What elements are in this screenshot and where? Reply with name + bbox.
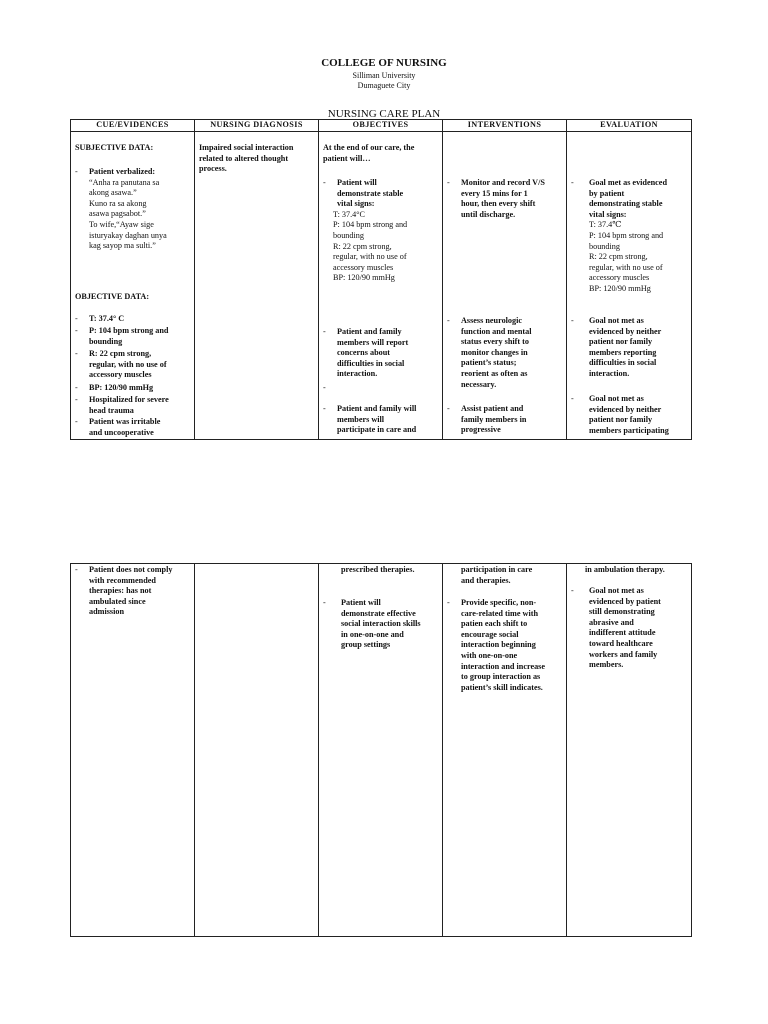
- nursing-diagnosis: Impaired social interaction related to altered thought process.: [199, 143, 294, 174]
- intervention-continuation: participation in care and therapies.: [461, 565, 533, 585]
- cues-cell: SUBJECTIVE DATA: - Patient verbalized: “Anha ra panutana sa akong asawa.” Kuno ra sa akong asawa pagsabot.” To wife,“Ayaw sige isturyakay daghan unya kag sayop ma sulti.” OBJECTIVE DATA: - T: 37.4° C - P: 104 bpm strong and bounding - R: 22 cpm strong, regular, with no use of accessory muscles - BP: 120/90 mmHg - Hospitalized for severe head trauma - Patient was irritable and uncooperative: [71, 132, 195, 440]
- col-header-interventions: INTERVENTIONS: [443, 120, 567, 132]
- care-plan-row: [71, 564, 692, 937]
- interventions-cell: - Monitor and record V/S every 15 mins for 1 hour, then every shift until discharge. - Assess neurologic function and mental status every shift to monitor changes in patient’s status; reorient as often as necessary. - Assist patient and family members in progressive: [443, 132, 567, 440]
- col-header-evaluation: EVALUATION: [567, 120, 692, 132]
- evaluation-continuation: in ambulation therapy.: [585, 565, 665, 574]
- objectives-intro: At the end of our care, the patient will…: [323, 143, 415, 163]
- diagnosis-cell: [195, 564, 319, 937]
- objective-continuation: prescribed therapies.: [341, 565, 415, 574]
- care-plan-row: [71, 132, 692, 440]
- col-header-diagnosis: NURSING DIAGNOSIS: [195, 120, 319, 132]
- col-header-objectives: OBJECTIVES: [319, 120, 443, 132]
- objectives-cell: At the end of our care, the patient will… - Patient will demonstrate stable vital signs: T: 37.4°C P: 104 bpm strong and bounding R: 22 cpm strong, regular, with no use of accessory muscles BP: 120/90 mmHg - Patient and family members will report concerns about difficulties in social interaction. - - Patient and family will members will participate in care and: [319, 132, 443, 440]
- cues-cell: - Patient does not comply with recommended therapies: has not ambulated since admission: [71, 564, 195, 937]
- subjective-label: SUBJECTIVE DATA:: [75, 143, 154, 152]
- evaluation-cell: - Goal met as evidenced by patient demonstrating stable vital signs: T: 37.4℃ P: 104 bpm strong and bounding R: 22 cpm strong, regular, with no use of accessory muscles BP: 120/90 mmHg - Goal not met as evidenced by neither patient nor family members reporting difficulties in social interaction. - Goal not met as evidenced by neither patient nor family members participating: [567, 132, 692, 440]
- evaluation-cell: in ambulation therapy. - Goal not met as evidenced by patient still demonstrating abrasive and indifferent attitude toward healthcare workers and family members.: [567, 564, 692, 937]
- objective-label: OBJECTIVE DATA:: [75, 292, 150, 301]
- care-plan-table-page1: [70, 119, 692, 440]
- care-plan-title: NURSING CARE PLAN: [327, 108, 441, 120]
- care-plan-table-page2: [70, 563, 692, 937]
- college-title: COLLEGE OF NURSING: [321, 57, 447, 69]
- col-header-cues: CUE/EVIDENCES: [71, 120, 195, 132]
- column-header-row: [71, 120, 692, 132]
- interventions-cell: participation in care and therapies. - Provide specific, non- care-related time with patien each shift to encourage social interaction beginning with one-on-one interaction and increase to group interaction as patient’s skill indicates.: [443, 564, 567, 937]
- diagnosis-cell: [195, 132, 319, 440]
- university-name: Silliman University: [352, 71, 416, 80]
- objectives-cell: prescribed therapies. - Patient will demonstrate effective social interaction skills in one-on-one and group settings: [319, 564, 443, 937]
- city-name: Dumaguete City: [357, 81, 411, 90]
